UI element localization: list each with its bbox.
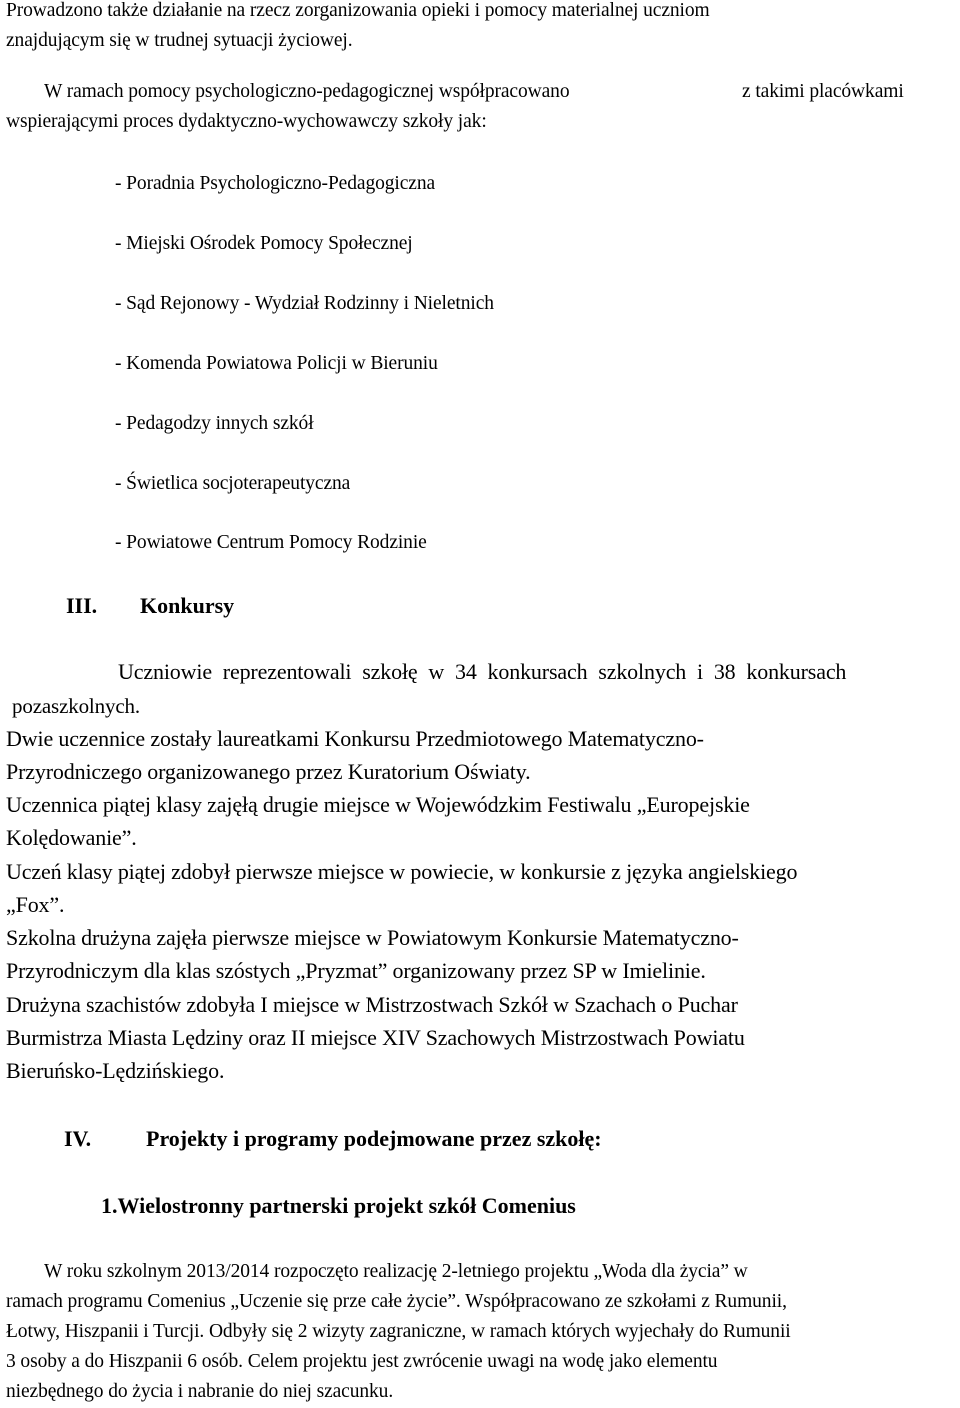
section-3-title: Konkursy — [140, 593, 235, 618]
institution-item: - Poradnia Psychologiczno-Pedagogiczna — [115, 173, 436, 194]
section-3-line-10: Przyrodniczym dla klas szóstych „Pryzmat” organizowany przez SP w Imielinie. — [6, 958, 706, 983]
section-4-title: Projekty i programy podejmowane przez szkołę: — [146, 1126, 602, 1151]
section-3-line-6: Kolędowanie”. — [6, 825, 137, 850]
institution-item: - Pedagodzy innych szkół — [115, 413, 314, 434]
section-3-line-7: Uczeń klasy piątej zdobył pierwsze miejsce w powiecie, w konkursie z języka angielskiego — [6, 859, 798, 884]
institution-item: - Komenda Powiatowa Policji w Bieruniu — [115, 353, 438, 374]
project-line-2: ramach programu Comenius „Uczenie się prze całe życie”. Współpracowano ze szkołami z Rumunii, — [6, 1291, 787, 1312]
section-3-line-12: Burmistrza Miasta Lędziny oraz II miejsce XIV Szachowych Mistrzostwach Powiatu — [6, 1025, 745, 1050]
section-3-line-1-text: Uczniowie reprezentowali szkołę w 34 konkursach szkolnych i 38 konkursach — [118, 659, 847, 684]
section-3-line-11: Drużyna szachistów zdobyła I miejsce w Mistrzostwach Szkół w Szachach o Puchar — [6, 992, 738, 1017]
section-3-line-8: „Fox”. — [6, 892, 65, 917]
section-3-line-3: Dwie uczennice zostały laureatkami Konkursu Przedmiotowego Matematyczno- — [6, 726, 704, 751]
cooperation-line-2: wspierającymi proces dydaktyczno-wychowawczy szkoły jak: — [6, 111, 487, 132]
section-3-line-9: Szkolna drużyna zajęła pierwsze miejsce w Powiatowym Konkursie Matematyczno- — [6, 925, 739, 950]
cooperation-line-1-right: z takimi placówkami — [742, 81, 904, 102]
intro-line-1: Prowadzono także działanie na rzecz zorganizowania opieki i pomocy materialnej uczniom — [6, 0, 710, 21]
project-line-3: Łotwy, Hiszpanii i Turcji. Odbyły się 2 wizyty zagraniczne, w ramach których wyjechały do Rumunii — [6, 1321, 791, 1342]
project-line-4: 3 osoby a do Hiszpanii 6 osób. Celem projektu jest zwrócenie uwagi na wodę jako elementu — [6, 1351, 718, 1372]
institution-item: - Miejski Ośrodek Pomocy Społecznej — [115, 233, 413, 254]
section-3-line-5: Uczennica piątej klasy zajęłą drugie miejsce w Wojewódzkim Festiwalu „Europejskie — [6, 792, 750, 817]
institution-item: - Powiatowe Centrum Pomocy Rodzinie — [115, 532, 427, 553]
section-3-line-1 — [118, 658, 956, 686]
section-4-number: IV. — [64, 1126, 92, 1151]
intro-line-2: znajdującym się w trudnej sytuacji życiowej. — [6, 30, 353, 51]
project-line-1: W roku szkolnym 2013/2014 rozpoczęto realizację 2-letniego projektu „Woda dla życia” w — [44, 1261, 748, 1282]
institution-item: - Sąd Rejonowy - Wydział Rodzinny i Nieletnich — [115, 293, 494, 314]
section-3-line-4: Przyrodniczego organizowanego przez Kuratorium Oświaty. — [6, 759, 531, 784]
section-3-number: III. — [66, 593, 98, 618]
cooperation-line-1-left: W ramach pomocy psychologiczno-pedagogicznej współpracowano — [44, 81, 570, 102]
section-3-line-2: pozaszkolnych. — [12, 694, 140, 718]
project-line-5: niezbędnego do życia i nabranie do niej szacunku. — [6, 1381, 394, 1402]
section-3-line-13: Bieruńsko-Lędzińskiego. — [6, 1058, 225, 1083]
project-subheading: 1.Wielostronny partnerski projekt szkół Comenius — [101, 1193, 576, 1218]
institution-item: - Świetlica socjoterapeutyczna — [115, 473, 351, 494]
